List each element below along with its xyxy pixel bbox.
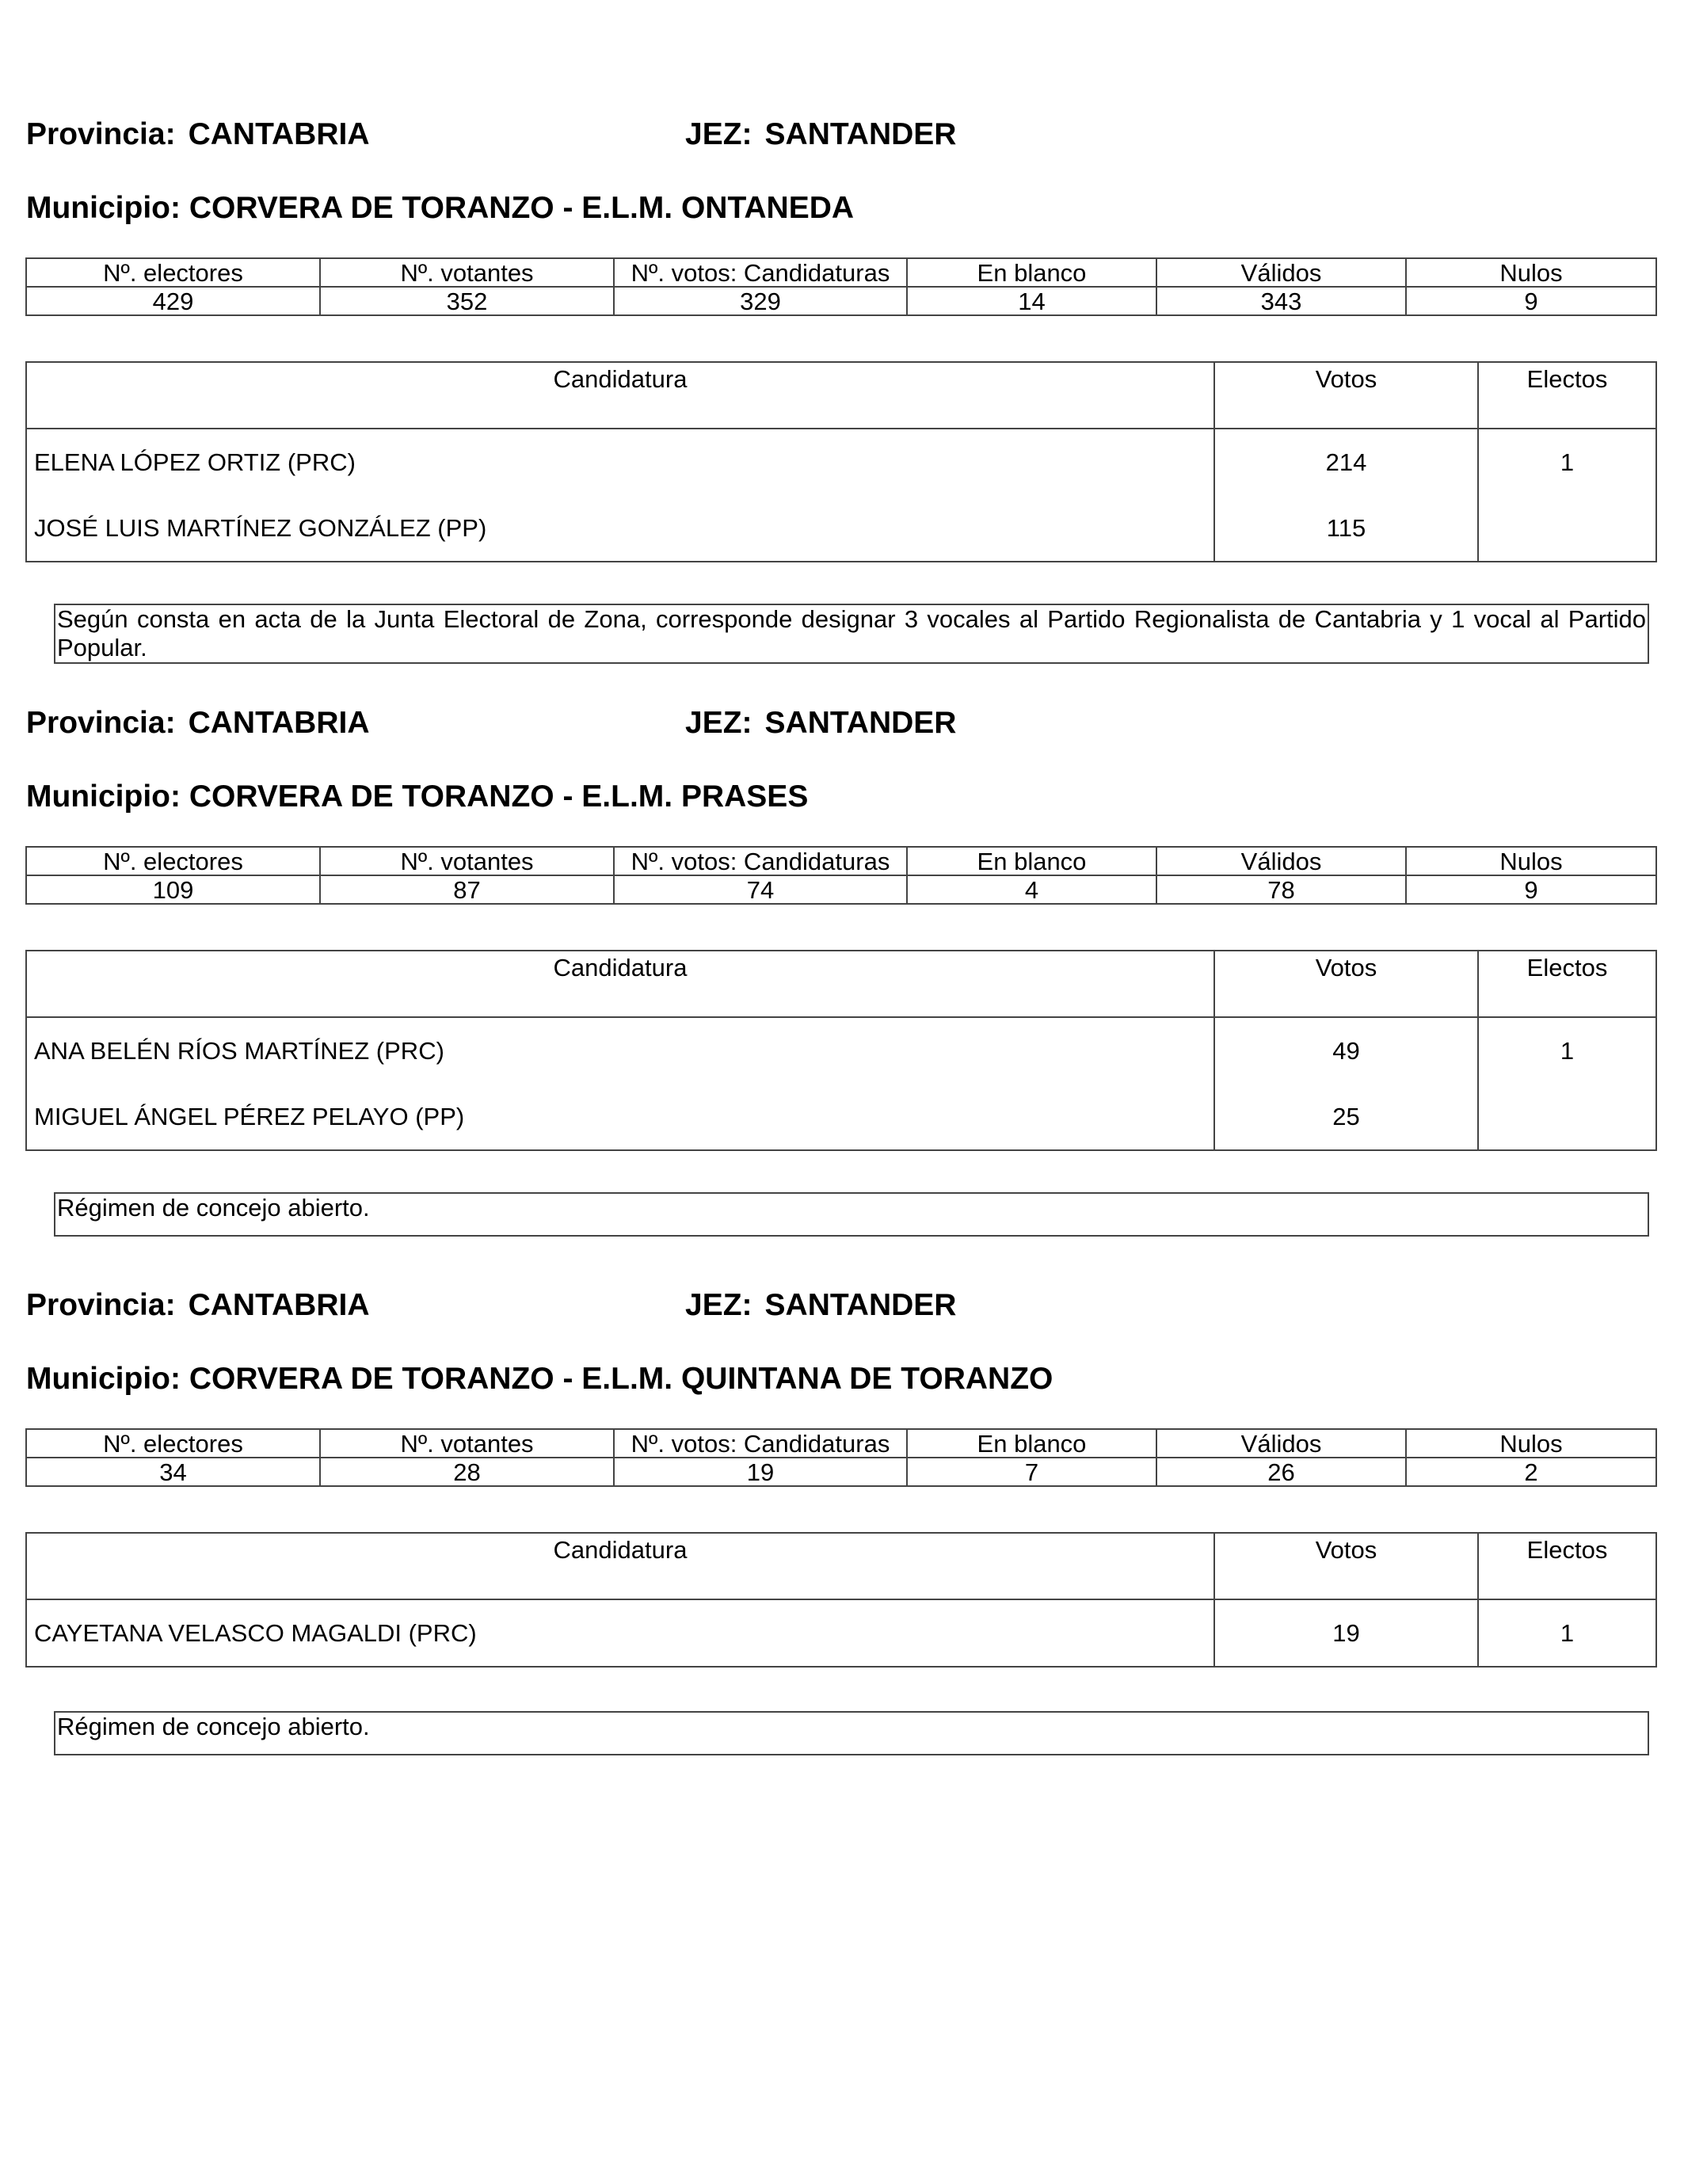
candidates-header-row — [26, 951, 1656, 1017]
stat-header-nulos: Nulos — [1406, 258, 1656, 287]
candidate-votes: 49 — [1214, 1017, 1478, 1084]
provincia-heading — [26, 1290, 370, 1321]
stat-value-validos: 78 — [1156, 875, 1406, 904]
municipio-value: CORVERA DE TORANZO - E.L.M. ONTANEDA — [189, 191, 855, 225]
stat-value-en-blanco: 4 — [907, 875, 1156, 904]
provincia-label: Provincia: — [26, 1288, 176, 1322]
stat-header-electores: Nº. electores — [26, 1429, 320, 1458]
stats-header-row — [26, 1429, 1656, 1458]
stat-header-en-blanco: En blanco — [907, 258, 1156, 287]
stat-header-validos: Válidos — [1156, 847, 1406, 875]
stat-value-electores: 34 — [26, 1458, 320, 1486]
candidate-row — [26, 1017, 1656, 1084]
stat-header-votos-candidaturas: Nº. votos: Candidaturas — [614, 1429, 907, 1458]
jez-heading — [685, 1290, 956, 1321]
section-quintana — [0, 1171, 1684, 1757]
stat-value-votantes: 87 — [320, 875, 614, 904]
candidates-header-row — [26, 362, 1656, 429]
candidate-name: CAYETANA VELASCO MAGALDI (PRC) — [26, 1599, 1214, 1667]
stat-value-votantes: 28 — [320, 1458, 614, 1486]
stats-table — [25, 257, 1657, 316]
stat-value-nulos: 9 — [1406, 875, 1656, 904]
candidate-votes: 115 — [1214, 495, 1478, 562]
stat-value-electores: 429 — [26, 287, 320, 315]
stat-header-electores: Nº. electores — [26, 258, 320, 287]
candidate-name: ANA BELÉN RÍOS MARTÍNEZ (PRC) — [26, 1017, 1214, 1084]
note-box: Régimen de concejo abierto. — [54, 1192, 1649, 1237]
municipio-label: Municipio: — [26, 779, 181, 814]
candidates-table — [25, 361, 1657, 562]
stat-header-en-blanco: En blanco — [907, 1429, 1156, 1458]
note-box: Según consta en acta de la Junta Electoral de Zona, corresponde designar 3 vocales al Partido Regionalista de Cantabria y 1 vocal al Partido Popular. — [54, 604, 1649, 664]
stat-value-nulos: 9 — [1406, 287, 1656, 315]
provincia-value: CANTABRIA — [188, 117, 370, 151]
candidate-row — [26, 495, 1656, 562]
stat-value-votos-candidaturas: 329 — [614, 287, 907, 315]
stat-header-nulos: Nulos — [1406, 1429, 1656, 1458]
stat-value-votos-candidaturas: 74 — [614, 875, 907, 904]
jez-label: JEZ: — [685, 706, 752, 740]
candidate-votes: 19 — [1214, 1599, 1478, 1667]
section-prases — [0, 589, 1684, 1222]
provincia-heading — [26, 707, 370, 738]
jez-label: JEZ: — [685, 1288, 752, 1322]
municipio-label: Municipio: — [26, 191, 181, 225]
electos-header: Electos — [1478, 362, 1656, 429]
candidates-table — [25, 950, 1657, 1151]
candidate-elected — [1478, 1084, 1656, 1150]
candidates-table — [25, 1532, 1657, 1668]
stat-value-en-blanco: 14 — [907, 287, 1156, 315]
candidate-row — [26, 1599, 1656, 1667]
votos-header: Votos — [1214, 1533, 1478, 1599]
municipio-heading — [26, 192, 854, 223]
stat-value-validos: 26 — [1156, 1458, 1406, 1486]
candidate-elected: 1 — [1478, 1017, 1656, 1084]
stat-header-nulos: Nulos — [1406, 847, 1656, 875]
candidatura-header: Candidatura — [26, 362, 1214, 429]
provincia-label: Provincia: — [26, 117, 176, 151]
stats-table — [25, 846, 1657, 905]
candidate-votes: 25 — [1214, 1084, 1478, 1150]
votos-header: Votos — [1214, 951, 1478, 1017]
stats-header-row — [26, 258, 1656, 287]
stat-header-votantes: Nº. votantes — [320, 847, 614, 875]
candidatura-header: Candidatura — [26, 951, 1214, 1017]
stats-header-row — [26, 847, 1656, 875]
jez-heading — [685, 119, 956, 150]
votos-header: Votos — [1214, 362, 1478, 429]
stat-header-validos: Válidos — [1156, 1429, 1406, 1458]
candidatura-header: Candidatura — [26, 1533, 1214, 1599]
stats-value-row — [26, 875, 1656, 904]
candidate-name: MIGUEL ÁNGEL PÉREZ PELAYO (PP) — [26, 1084, 1214, 1150]
municipio-value: CORVERA DE TORANZO - E.L.M. PRASES — [189, 779, 809, 814]
stat-header-votos-candidaturas: Nº. votos: Candidaturas — [614, 258, 907, 287]
candidate-row — [26, 1084, 1656, 1150]
jez-label: JEZ: — [685, 117, 752, 151]
jez-value: SANTANDER — [764, 1288, 957, 1322]
provincia-label: Provincia: — [26, 706, 176, 740]
municipio-heading — [26, 1363, 1053, 1394]
provincia-heading — [26, 119, 370, 150]
provincia-value: CANTABRIA — [188, 706, 370, 740]
stat-header-electores: Nº. electores — [26, 847, 320, 875]
stat-header-en-blanco: En blanco — [907, 847, 1156, 875]
jez-value: SANTANDER — [764, 117, 957, 151]
candidate-votes: 214 — [1214, 429, 1478, 495]
provincia-value: CANTABRIA — [188, 1288, 370, 1322]
note-box: Régimen de concejo abierto. — [54, 1711, 1649, 1755]
stats-value-row — [26, 287, 1656, 315]
candidate-elected: 1 — [1478, 1599, 1656, 1667]
stat-value-validos: 343 — [1156, 287, 1406, 315]
candidate-elected: 1 — [1478, 429, 1656, 495]
municipio-heading — [26, 781, 808, 812]
candidate-elected — [1478, 495, 1656, 562]
stat-value-votantes: 352 — [320, 287, 614, 315]
stat-header-votantes: Nº. votantes — [320, 258, 614, 287]
stat-value-nulos: 2 — [1406, 1458, 1656, 1486]
stat-header-votos-candidaturas: Nº. votos: Candidaturas — [614, 847, 907, 875]
electos-header: Electos — [1478, 951, 1656, 1017]
stat-value-votos-candidaturas: 19 — [614, 1458, 907, 1486]
candidate-row — [26, 429, 1656, 495]
jez-value: SANTANDER — [764, 706, 957, 740]
stats-value-row — [26, 1458, 1656, 1486]
municipio-value: CORVERA DE TORANZO - E.L.M. QUINTANA DE TORANZO — [189, 1362, 1053, 1396]
stat-header-validos: Válidos — [1156, 258, 1406, 287]
candidate-name: ELENA LÓPEZ ORTIZ (PRC) — [26, 429, 1214, 495]
municipio-label: Municipio: — [26, 1362, 181, 1396]
electos-header: Electos — [1478, 1533, 1656, 1599]
stats-table — [25, 1428, 1657, 1487]
stat-header-votantes: Nº. votantes — [320, 1429, 614, 1458]
stat-value-en-blanco: 7 — [907, 1458, 1156, 1486]
candidates-header-row — [26, 1533, 1656, 1599]
jez-heading — [685, 707, 956, 738]
section-ontaneda — [0, 0, 1684, 661]
stat-value-electores: 109 — [26, 875, 320, 904]
candidate-name: JOSÉ LUIS MARTÍNEZ GONZÁLEZ (PP) — [26, 495, 1214, 562]
